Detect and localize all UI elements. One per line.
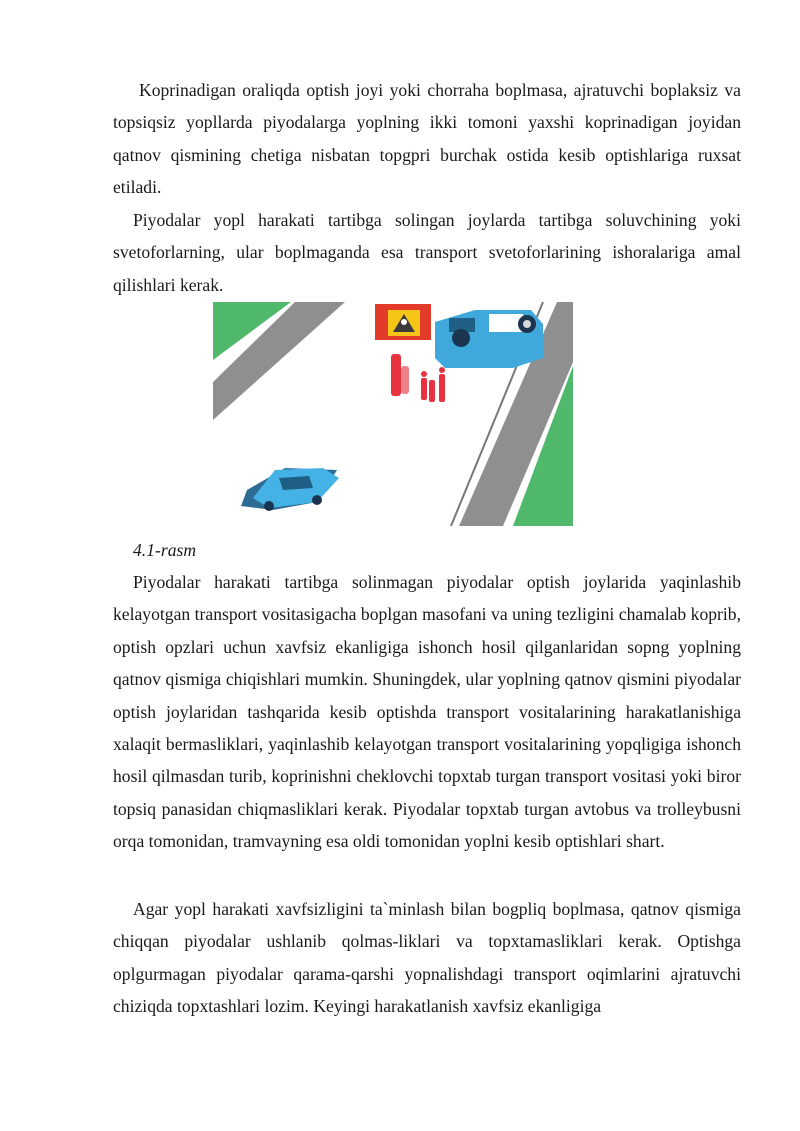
paragraph-1: Koprinadigan oraliqda optish joyi yoki chorraha boplmasa, ajratuvchi boplaksiz va topsiqsiz yopllarda piyodalarga yoplning ikki tomoni yaxshi koprinadigan joyidan qatnov qismining chetiga nisbatan topgpri burchak ostida kesib optishlariga ruxsat etiladi. [113, 80, 741, 198]
road-crossing-svg [213, 302, 573, 526]
paragraph-4: Agar yopl harakati xavfsizligini ta`minlash bilan bogpliq boplmasa, qatnov qismiga chiqqan piyodalar ushlanib qolmas-liklari va topxtamasliklari kerak. Optishga oplgurmagan piyodalar qarama-qarshi yopnalishdagi transport oqimlarini ajratuvchi chiziqda topxtashlari lozim. Keyingi harakatlanish xavfsiz ekanligiga [113, 899, 741, 1017]
car-top-icon [435, 310, 543, 368]
figure-road-crossing-illustration [213, 302, 573, 526]
paragraph-3: Piyodalar harakati tartibga solinmagan piyodalar optish joylarida yaqinlashib kelayotgan transport vositasigacha boplgan masofani va uning tezligini chamalab koprib, optish opzlari uchun xavfsiz ekanligiga ishonch hosil qilganlaridan sopng yoplning qatnov qismiga chiqishlari mumkin. Shuningdek, ular yoplning qatnov qismini piyodalar optish joylaridan tashqarida kesib optishda transport vositalarining harakatlanishiga xalaqit bermasliklari, yaqinlashib kelayotgan transport vositalarining yopqligiga ishonch hosil qilmasdan turib, koprinishni cheklovchi topxtab turgan transport vositasi yoki biror topsiq panasidan chiqmasliklari kerak. Piyodalar topxtab turgan avtobus va trolleybusni orqa tomonidan, tramvayning esa oldi tomonidan yoplni kesib optishlari shart. [113, 572, 741, 852]
paragraph-2: Piyodalar yopl harakati tartibga solingan joylarda tartibga soluvchining yoki svetoforlarning, ular boplmaganda esa transport svetoforlarining ishoralariga amal qilishlari kerak. [113, 210, 741, 295]
pedestrian-figures-icon [391, 354, 445, 402]
figure-caption: 4.1-rasm [133, 540, 197, 560]
car-bottom-icon [241, 468, 339, 511]
